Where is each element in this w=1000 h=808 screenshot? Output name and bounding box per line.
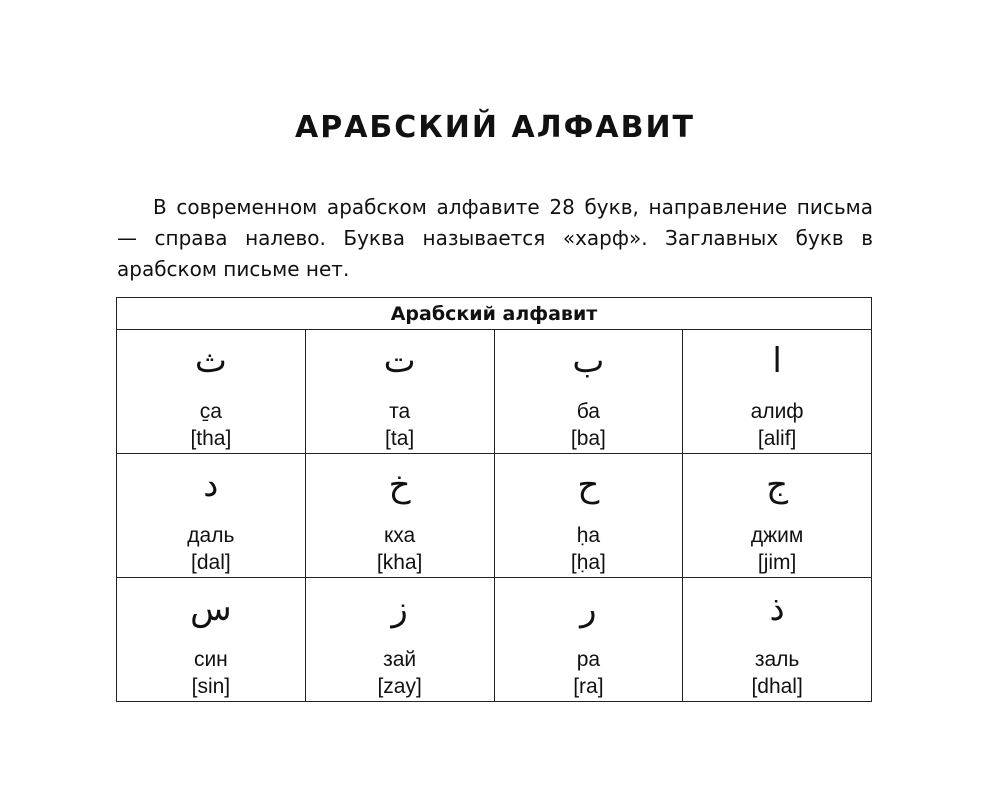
letter-transliteration: [ra] (573, 675, 604, 698)
letter-name-ru: ḥа (576, 524, 601, 547)
letter-transliteration: [sin] (191, 675, 231, 698)
letter-cell (305, 330, 494, 454)
letter-transliteration: [ba] (570, 427, 606, 450)
arabic-letter: س (190, 589, 232, 629)
arabic-letter: ت (383, 341, 416, 381)
letter-name-ru: зай (383, 648, 417, 671)
letter-transliteration: [dal] (191, 551, 231, 574)
table-row (117, 578, 872, 702)
letter-transliteration: [ta] (385, 427, 415, 450)
arabic-letter: ر (580, 589, 597, 629)
letter-name-ru: кха (384, 524, 416, 547)
table-row (117, 454, 872, 578)
letter-cell (494, 578, 683, 702)
arabic-letter: ث (194, 341, 227, 381)
intro-paragraph: В современном арабском алфавите 28 букв, направление письма — справа налево. Буква называется «харф». Заглавных букв в арабском письме нет. (117, 195, 873, 281)
table-caption: Арабский алфавит (117, 298, 872, 330)
arabic-letter: د (203, 465, 219, 505)
arabic-letter: ج (766, 465, 789, 505)
letter-name-ru: та (389, 400, 411, 423)
letter-cell (494, 454, 683, 578)
letter-transliteration: [zay] (377, 675, 422, 698)
letter-cell (683, 578, 872, 702)
arabic-letter: خ (388, 465, 411, 505)
page-title: АРАБСКИЙ АЛФАВИТ (294, 110, 696, 145)
letter-transliteration: [kha] (376, 551, 423, 574)
letter-transliteration: [ḥa] (570, 551, 606, 574)
letter-name-ru: джим (750, 524, 804, 547)
letter-name-ru: ра (576, 648, 601, 671)
letter-transliteration: [dhal] (751, 675, 803, 698)
letter-cell (117, 454, 306, 578)
letter-transliteration: [alif] (757, 427, 797, 450)
letter-name-ru: даль (187, 524, 235, 547)
letter-name-ru: c̱а (199, 400, 222, 423)
letter-name-ru: син (193, 648, 228, 671)
arabic-letter: ح (577, 465, 600, 505)
arabic-letter: ذ (769, 589, 785, 629)
arabic-letter: ز (391, 589, 408, 629)
letter-cell (683, 330, 872, 454)
alphabet-table (116, 297, 872, 702)
letter-cell (117, 330, 306, 454)
arabic-letter: ا (772, 341, 782, 381)
arabic-letter: ب (572, 341, 605, 381)
table-row (117, 330, 872, 454)
letter-cell (117, 578, 306, 702)
letter-name-ru: заль (754, 648, 800, 671)
letter-cell (305, 454, 494, 578)
letter-transliteration: [tha] (190, 427, 232, 450)
letter-name-ru: ба (576, 400, 600, 423)
letter-name-ru: алиф (750, 400, 804, 423)
letter-cell (683, 454, 872, 578)
letter-cell (305, 578, 494, 702)
letter-transliteration: [jim] (757, 551, 797, 574)
letter-cell (494, 330, 683, 454)
